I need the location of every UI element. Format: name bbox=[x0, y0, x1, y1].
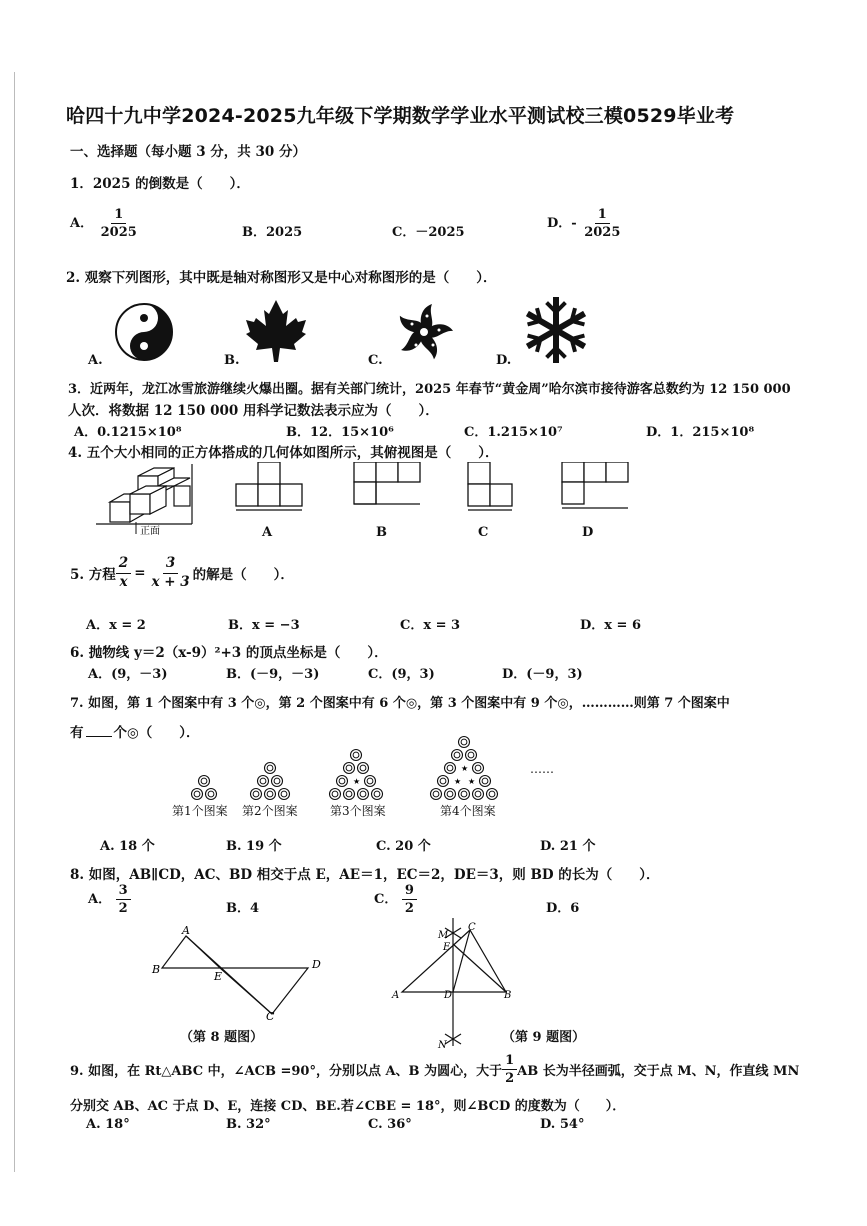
q7-pattern-figures bbox=[160, 712, 580, 808]
question-1-stem: 1．2025 的倒数是（ ）． bbox=[70, 176, 250, 192]
q7-caption-4: 第4个图案 bbox=[440, 804, 496, 818]
exam-title: 哈四十九中学2024-2025九年级下学期数学学业水平测试校三模0529毕业考 bbox=[66, 105, 735, 127]
q5-fraction-left bbox=[116, 557, 131, 589]
q4-option-d: D bbox=[582, 525, 594, 540]
q4-option-a-figure bbox=[236, 462, 302, 510]
double-circle-mark bbox=[258, 776, 269, 787]
q7-caption-3: 第3个图案 bbox=[330, 804, 386, 818]
figure-8 bbox=[162, 936, 308, 1014]
q1-option-d-label: D．- bbox=[547, 216, 577, 231]
double-circle-mark bbox=[459, 737, 470, 748]
q4-figures bbox=[96, 462, 636, 542]
q7-pattern-3 bbox=[330, 750, 383, 800]
q9-line1-prefix: 9. 如图，在 Rt△ABC 中，∠ACB =90°，分别以点 A、B 为圆心，大于 bbox=[70, 1064, 503, 1079]
q8-option-a-label: A． bbox=[88, 892, 112, 907]
fraction-denominator: 2025 bbox=[584, 225, 621, 240]
q9-option-b: B. 32° bbox=[226, 1117, 271, 1132]
q6-option-a: A．(9，－3) bbox=[88, 667, 168, 682]
q9-option-a: A. 18° bbox=[86, 1117, 130, 1132]
q4-option-c: C bbox=[478, 525, 489, 540]
double-circle-mark bbox=[351, 750, 362, 761]
q1-option-d bbox=[547, 208, 623, 239]
star-mark: ★ bbox=[353, 777, 361, 786]
q4-option-a: A bbox=[262, 525, 273, 540]
fraction-numerator: 1 bbox=[502, 1054, 517, 1070]
fraction-denominator: 2 bbox=[404, 901, 414, 916]
q8-option-c bbox=[374, 884, 417, 915]
yin-yang-icon bbox=[116, 304, 172, 360]
question-9-line2: 分别交 AB、AC 于点 D、E，连接 CD、BE.若∠CBE = 18°，则∠BCD 的度数为（ ）． bbox=[70, 1099, 626, 1114]
fig9-point-a: A bbox=[392, 990, 400, 1001]
q8-option-a-fraction bbox=[116, 884, 131, 915]
figure-9-caption: （第 9 题图） bbox=[502, 1030, 586, 1045]
double-circle-mark bbox=[452, 750, 463, 761]
q7-answer-blank[interactable] bbox=[86, 736, 112, 737]
question-5-stem bbox=[70, 557, 294, 589]
q9-half-fraction bbox=[502, 1054, 517, 1085]
q7-pattern-1 bbox=[192, 776, 217, 800]
double-circle-mark bbox=[358, 763, 369, 774]
double-circle-mark bbox=[431, 789, 442, 800]
star-mark: ★ bbox=[454, 777, 462, 786]
q5-option-c: C．x = 3 bbox=[400, 618, 461, 633]
q5-option-b: B．x = −3 bbox=[228, 618, 300, 633]
q9-option-c: C. 36° bbox=[368, 1117, 412, 1132]
q1-option-b: B．2025 bbox=[242, 225, 303, 240]
question-3-line1: 3．近两年，龙江冰雪旅游继续火爆出圈。据有关部门统计，2025 年春节“黄金周”哈尔滨市接待游客总数约为 12 150 000 bbox=[68, 382, 791, 397]
q7-prefix: 有 bbox=[70, 725, 84, 741]
maple-leaf-icon bbox=[246, 300, 306, 362]
q3-option-d: D．1．215×10⁸ bbox=[646, 425, 755, 440]
q8-option-a bbox=[88, 884, 131, 915]
double-circle-mark bbox=[459, 789, 470, 800]
q2-option-d: D. bbox=[496, 353, 512, 368]
fig8-point-d: D bbox=[312, 958, 321, 971]
section-heading: 一、选择题（每小题 3 分，共 30 分） bbox=[70, 144, 306, 160]
q1-option-c: C．－2025 bbox=[392, 225, 465, 240]
star-mark: ★ bbox=[468, 777, 476, 786]
fraction-numerator: 1 bbox=[111, 208, 126, 224]
double-circle-mark bbox=[466, 750, 477, 761]
q2-option-a: A. bbox=[88, 353, 103, 368]
double-circle-mark bbox=[265, 789, 276, 800]
q5-fraction-right bbox=[149, 557, 193, 589]
q7-caption-1: 第1个图案 bbox=[172, 804, 228, 818]
q9-line1-suffix: AB 长为半径画弧，交于点 M、N，作直线 MN bbox=[517, 1064, 800, 1079]
front-view-label: 正面 bbox=[140, 526, 160, 537]
q7-option-a: A. 18 个 bbox=[100, 839, 155, 854]
double-circle-mark bbox=[199, 776, 210, 787]
double-circle-mark bbox=[344, 763, 355, 774]
q2-option-c: C. bbox=[368, 353, 383, 368]
question-6-stem: 6. 抛物线 y＝2（x-9）²+3 的顶点坐标是（ ）． bbox=[70, 645, 388, 661]
double-circle-mark bbox=[438, 776, 449, 787]
double-circle-mark bbox=[192, 789, 203, 800]
fig9-point-m: M bbox=[438, 930, 449, 941]
page-left-border bbox=[14, 72, 15, 1172]
q1-option-a-label: A． bbox=[70, 216, 94, 231]
fraction-denominator: 2025 bbox=[100, 225, 137, 240]
fig9-point-d: D bbox=[444, 990, 453, 1001]
q6-option-d: D．(－9，3) bbox=[502, 667, 583, 682]
star-mark: ★ bbox=[461, 764, 469, 773]
fraction-denominator: x bbox=[119, 573, 128, 590]
q7-pattern-2 bbox=[251, 763, 290, 800]
double-circle-mark bbox=[358, 789, 369, 800]
cube-solid-figure bbox=[96, 464, 192, 524]
q2-option-b: B. bbox=[224, 353, 240, 368]
q7-suffix: 个◎（ ）． bbox=[113, 725, 200, 741]
question-4-stem: 4. 五个大小相同的正方体搭成的几何体如图所示，其俯视图是（ ）． bbox=[68, 445, 499, 461]
fig8-point-e: E bbox=[214, 970, 223, 983]
double-circle-mark bbox=[279, 789, 290, 800]
q5-option-d: D．x = 6 bbox=[580, 618, 642, 633]
double-circle-mark bbox=[445, 763, 456, 774]
q6-option-b: B．(－9，－3) bbox=[226, 667, 320, 682]
q3-option-a: A．0.1215×10⁸ bbox=[74, 425, 182, 440]
q1-option-a bbox=[70, 208, 140, 239]
q4-option-c-figure bbox=[468, 462, 512, 510]
double-circle-mark bbox=[344, 789, 355, 800]
bauhinia-flower-icon bbox=[396, 304, 453, 360]
q4-option-b: B bbox=[376, 525, 387, 540]
double-circle-mark bbox=[206, 789, 217, 800]
question-8-stem: 8. 如图，AB∥CD，AC、BD 相交于点 E，AE＝1，EC＝2，DE＝3，则 BD 的长为（ ）． bbox=[70, 867, 660, 883]
double-circle-mark bbox=[337, 776, 348, 787]
double-circle-mark bbox=[480, 776, 491, 787]
double-circle-mark bbox=[445, 789, 456, 800]
double-circle-mark bbox=[265, 763, 276, 774]
fraction-numerator: 9 bbox=[402, 884, 417, 900]
q7-ellipsis: …… bbox=[530, 762, 554, 776]
fraction-numerator: 1 bbox=[595, 208, 610, 224]
double-circle-mark bbox=[251, 789, 262, 800]
q5-equals: = bbox=[134, 565, 146, 581]
double-circle-mark bbox=[487, 789, 498, 800]
q5-option-a: A．x = 2 bbox=[86, 618, 146, 633]
question-9-line1 bbox=[70, 1054, 799, 1085]
fraction-numerator: 3 bbox=[163, 557, 178, 574]
q4-option-d-figure bbox=[562, 462, 628, 508]
snowflake-icon bbox=[529, 300, 582, 360]
double-circle-mark bbox=[272, 776, 283, 787]
figure-8-caption: （第 8 题图） bbox=[180, 1030, 264, 1045]
double-circle-mark bbox=[365, 776, 376, 787]
q7-option-c: C. 20 个 bbox=[376, 839, 431, 854]
question-3-line2: 人次．将数据 12 150 000 用科学记数法表示应为（ ）． bbox=[68, 403, 439, 419]
double-circle-mark bbox=[330, 789, 341, 800]
double-circle-mark bbox=[372, 789, 383, 800]
question-2-stem: 2. 观察下列图形，其中既是轴对称图形又是中心对称图形的是（ ）． bbox=[66, 270, 497, 286]
q3-option-c: C．1.215×10⁷ bbox=[464, 425, 563, 440]
q5-suffix: 的解是（ ）． bbox=[192, 567, 294, 583]
q7-pattern-4 bbox=[431, 737, 498, 800]
q8-option-c-fraction bbox=[402, 884, 417, 915]
fraction-denominator: 2 bbox=[118, 901, 128, 916]
double-circle-mark bbox=[473, 763, 484, 774]
fig9-point-e: E bbox=[443, 942, 451, 953]
q1-option-a-fraction bbox=[98, 208, 140, 239]
figure-9 bbox=[402, 918, 506, 1046]
fraction-denominator: x + 3 bbox=[151, 573, 190, 590]
q7-option-d: D. 21 个 bbox=[540, 839, 596, 854]
q9-option-d: D. 54° bbox=[540, 1117, 585, 1132]
q3-option-b: B．12．15×10⁶ bbox=[286, 425, 394, 440]
fig9-point-c: C bbox=[468, 922, 476, 933]
fraction-numerator: 2 bbox=[116, 557, 131, 574]
q7-caption-2: 第2个图案 bbox=[242, 804, 298, 818]
q7-option-b: B. 19 个 bbox=[226, 839, 282, 854]
q8-option-d: D．6 bbox=[546, 901, 580, 916]
q1-option-d-fraction bbox=[581, 208, 623, 239]
fig9-point-b: B bbox=[504, 990, 512, 1001]
fraction-denominator: 2 bbox=[505, 1071, 515, 1086]
q2-figures bbox=[60, 296, 620, 370]
fig8-point-c: C bbox=[266, 1010, 275, 1023]
fig8-point-b: B bbox=[152, 963, 161, 976]
q6-option-c: C．(9，3) bbox=[368, 667, 435, 682]
q8-option-b: B．4 bbox=[226, 901, 260, 916]
q8-option-c-label: C． bbox=[374, 892, 398, 907]
fraction-numerator: 3 bbox=[116, 884, 131, 900]
fig8-point-a: A bbox=[182, 924, 190, 937]
double-circle-mark bbox=[473, 789, 484, 800]
q5-prefix: 5. 方程 bbox=[70, 567, 116, 583]
q4-option-b-figure bbox=[354, 462, 420, 504]
question-7-line1: 7. 如图，第 1 个图案中有 3 个◎，第 2 个图案中有 6 个◎，第 3 个图案中有 9 个◎，…………则第 7 个图案中 bbox=[70, 696, 730, 711]
fig9-point-n: N bbox=[438, 1040, 447, 1051]
